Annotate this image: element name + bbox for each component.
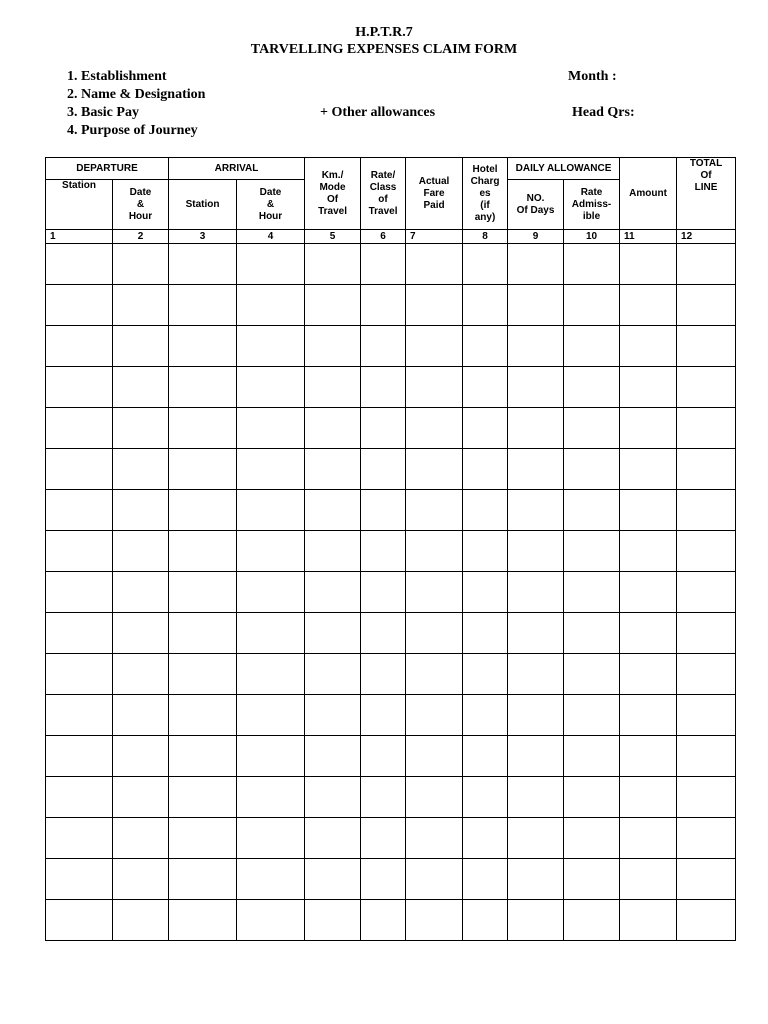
table-cell[interactable] [46, 244, 113, 285]
table-cell[interactable] [113, 900, 169, 941]
table-cell[interactable] [113, 818, 169, 859]
col-arr-station: Station [169, 180, 237, 230]
table-cell[interactable] [463, 531, 508, 572]
table-cell[interactable] [361, 285, 406, 326]
table-cell[interactable] [677, 736, 736, 777]
table-cell[interactable] [169, 244, 237, 285]
table-cell[interactable] [564, 900, 620, 941]
table-cell[interactable] [113, 449, 169, 490]
table-cell[interactable] [564, 285, 620, 326]
table-cell[interactable] [361, 326, 406, 367]
table-cell[interactable] [169, 490, 237, 531]
table-cell[interactable] [305, 490, 361, 531]
table-cell[interactable] [361, 613, 406, 654]
table-cell[interactable] [564, 244, 620, 285]
table-cell[interactable] [620, 736, 677, 777]
table-cell[interactable] [361, 900, 406, 941]
table-cell[interactable] [46, 449, 113, 490]
col-number-5: 5 [305, 230, 361, 244]
col-dep-station: Station [46, 180, 113, 230]
table-row [46, 572, 736, 613]
table-cell[interactable] [305, 244, 361, 285]
col-number-9: 9 [508, 230, 564, 244]
table-cell[interactable] [508, 408, 564, 449]
table-cell[interactable] [620, 367, 677, 408]
group-departure: DEPARTURE [46, 158, 169, 180]
table-cell[interactable] [305, 777, 361, 818]
table-cell[interactable] [169, 900, 237, 941]
table-cell[interactable] [113, 654, 169, 695]
table-cell[interactable] [113, 367, 169, 408]
table-cell[interactable] [305, 736, 361, 777]
col-number-8: 8 [463, 230, 508, 244]
table-cell[interactable] [677, 244, 736, 285]
field-establishment: 1. Establishment [67, 69, 167, 84]
table-cell[interactable] [169, 654, 237, 695]
table-cell[interactable] [406, 859, 463, 900]
col-hotel-charges: Hotel Charg es (if any) [463, 158, 508, 230]
table-cell[interactable] [677, 408, 736, 449]
table-cell[interactable] [237, 367, 305, 408]
table-cell[interactable] [508, 613, 564, 654]
col-km-mode: Km./ Mode Of Travel [305, 158, 361, 230]
table-cell[interactable] [508, 449, 564, 490]
table-cell[interactable] [406, 613, 463, 654]
table-cell[interactable] [620, 285, 677, 326]
table-cell[interactable] [305, 818, 361, 859]
table-cell[interactable] [406, 449, 463, 490]
table-cell[interactable] [463, 818, 508, 859]
table-cell[interactable] [463, 613, 508, 654]
table-cell[interactable] [677, 654, 736, 695]
table-cell[interactable] [677, 818, 736, 859]
table-cell[interactable] [169, 326, 237, 367]
field-purpose: 4. Purpose of Journey [67, 123, 198, 138]
table-row [46, 818, 736, 859]
table-cell[interactable] [508, 367, 564, 408]
table-cell[interactable] [46, 654, 113, 695]
field-name-designation: 2. Name & Designation [67, 87, 206, 102]
table-cell[interactable] [237, 777, 305, 818]
table-cell[interactable] [620, 490, 677, 531]
table-cell[interactable] [113, 572, 169, 613]
col-number-12: 12 [677, 230, 736, 244]
table-cell[interactable] [305, 654, 361, 695]
table-cell[interactable] [361, 490, 406, 531]
table-cell[interactable] [113, 285, 169, 326]
table-cell[interactable] [169, 613, 237, 654]
table-cell[interactable] [463, 408, 508, 449]
table-cell[interactable] [508, 572, 564, 613]
table-cell[interactable] [46, 531, 113, 572]
table-cell[interactable] [564, 408, 620, 449]
table-cell[interactable] [406, 572, 463, 613]
table-cell[interactable] [463, 367, 508, 408]
col-arr-date-hour: Date & Hour [237, 180, 305, 230]
table-cell[interactable] [620, 449, 677, 490]
table-cell[interactable] [361, 408, 406, 449]
table-cell[interactable] [677, 326, 736, 367]
table-cell[interactable] [406, 285, 463, 326]
table-cell[interactable] [677, 859, 736, 900]
col-actual-fare: Actual Fare Paid [406, 158, 463, 230]
table-cell[interactable] [508, 695, 564, 736]
table-cell[interactable] [237, 859, 305, 900]
table-cell[interactable] [237, 613, 305, 654]
table-cell[interactable] [237, 736, 305, 777]
table-cell[interactable] [677, 900, 736, 941]
table-cell[interactable] [113, 695, 169, 736]
table-cell[interactable] [406, 367, 463, 408]
table-cell[interactable] [508, 736, 564, 777]
table-cell[interactable] [46, 859, 113, 900]
table-cell[interactable] [169, 859, 237, 900]
table-cell[interactable] [677, 613, 736, 654]
table-cell[interactable] [46, 900, 113, 941]
table-cell[interactable] [237, 449, 305, 490]
table-cell[interactable] [361, 572, 406, 613]
table-row [46, 408, 736, 449]
table-cell[interactable] [46, 777, 113, 818]
table-cell[interactable] [237, 326, 305, 367]
table-cell[interactable] [305, 572, 361, 613]
table-cell[interactable] [46, 326, 113, 367]
col-number-10: 10 [564, 230, 620, 244]
table-row [46, 367, 736, 408]
table-cell[interactable] [620, 326, 677, 367]
col-number-11: 11 [620, 230, 677, 244]
table-cell[interactable] [564, 777, 620, 818]
table-cell[interactable] [620, 244, 677, 285]
table-cell[interactable] [508, 818, 564, 859]
table-cell[interactable] [463, 572, 508, 613]
form-title: TARVELLING EXPENSES CLAIM FORM [250, 42, 518, 57]
group-daily-allowance: DAILY ALLOWANCE [508, 158, 620, 180]
table-cell[interactable] [46, 695, 113, 736]
table-cell[interactable] [677, 695, 736, 736]
table-cell[interactable] [169, 531, 237, 572]
table-cell[interactable] [361, 244, 406, 285]
table-cell[interactable] [508, 490, 564, 531]
table-cell[interactable] [406, 531, 463, 572]
table-cell[interactable] [508, 531, 564, 572]
table-cell[interactable] [564, 531, 620, 572]
table-cell[interactable] [463, 490, 508, 531]
table-cell[interactable] [564, 572, 620, 613]
table-row [46, 900, 736, 941]
table-cell[interactable] [46, 572, 113, 613]
col-number-7: 7 [406, 230, 463, 244]
table-cell[interactable] [508, 244, 564, 285]
table-cell[interactable] [463, 736, 508, 777]
table-row [46, 531, 736, 572]
col-rate-class: Rate/ Class of Travel [361, 158, 406, 230]
table-cell[interactable] [169, 736, 237, 777]
table-row [46, 777, 736, 818]
table-cell[interactable] [305, 695, 361, 736]
form-code: H.P.T.R.7 [355, 25, 413, 40]
table-cell[interactable] [169, 695, 237, 736]
table-cell[interactable] [463, 244, 508, 285]
table-cell[interactable] [508, 900, 564, 941]
table-cell[interactable] [564, 859, 620, 900]
col-number-1: 1 [46, 230, 113, 244]
table-row [46, 859, 736, 900]
table-cell[interactable] [620, 818, 677, 859]
col-number-3: 3 [169, 230, 237, 244]
table-cell[interactable] [169, 408, 237, 449]
table-cell[interactable] [564, 367, 620, 408]
table-cell[interactable] [305, 367, 361, 408]
table-cell[interactable] [564, 490, 620, 531]
table-cell[interactable] [113, 490, 169, 531]
table-cell[interactable] [361, 736, 406, 777]
table-cell[interactable] [113, 777, 169, 818]
col-number-4: 4 [237, 230, 305, 244]
table-row [46, 326, 736, 367]
table-cell[interactable] [169, 449, 237, 490]
table-cell[interactable] [677, 572, 736, 613]
table-cell[interactable] [620, 859, 677, 900]
table-cell[interactable] [237, 490, 305, 531]
claim-table [45, 157, 736, 941]
table-cell[interactable] [113, 531, 169, 572]
table-cell[interactable] [305, 285, 361, 326]
table-cell[interactable] [237, 572, 305, 613]
table-cell[interactable] [169, 367, 237, 408]
table-cell[interactable] [620, 654, 677, 695]
table-cell[interactable] [620, 531, 677, 572]
table-cell[interactable] [113, 859, 169, 900]
table-cell[interactable] [361, 531, 406, 572]
table-cell[interactable] [46, 285, 113, 326]
table-cell[interactable] [677, 531, 736, 572]
table-cell[interactable] [169, 285, 237, 326]
table-cell[interactable] [46, 613, 113, 654]
table-cell[interactable] [564, 818, 620, 859]
table-row [46, 654, 736, 695]
table-cell[interactable] [406, 490, 463, 531]
table-cell[interactable] [406, 326, 463, 367]
table-cell[interactable] [677, 490, 736, 531]
table-body [46, 244, 736, 941]
table-cell[interactable] [406, 818, 463, 859]
table-cell[interactable] [620, 695, 677, 736]
table-cell[interactable] [237, 531, 305, 572]
table-cell[interactable] [361, 695, 406, 736]
table-cell[interactable] [46, 490, 113, 531]
table-cell[interactable] [406, 736, 463, 777]
table-cell[interactable] [237, 244, 305, 285]
table-cell[interactable] [113, 736, 169, 777]
table-cell[interactable] [508, 859, 564, 900]
table-cell[interactable] [237, 408, 305, 449]
table-cell[interactable] [305, 859, 361, 900]
table-cell[interactable] [113, 408, 169, 449]
table-cell[interactable] [46, 818, 113, 859]
table-row [46, 736, 736, 777]
table-cell[interactable] [564, 695, 620, 736]
field-basic-pay: 3. Basic Pay [67, 105, 139, 120]
table-cell[interactable] [564, 326, 620, 367]
table-cell[interactable] [620, 613, 677, 654]
table-cell[interactable] [463, 695, 508, 736]
col-total-line: TOTAL Of LINE [677, 158, 736, 230]
table-cell[interactable] [237, 654, 305, 695]
table-cell[interactable] [463, 654, 508, 695]
table-cell[interactable] [46, 736, 113, 777]
table-cell[interactable] [620, 572, 677, 613]
table-row [46, 490, 736, 531]
table-cell[interactable] [463, 326, 508, 367]
table-cell[interactable] [620, 900, 677, 941]
table-cell[interactable] [305, 900, 361, 941]
table-cell[interactable] [237, 695, 305, 736]
table-cell[interactable] [169, 777, 237, 818]
table-cell[interactable] [361, 654, 406, 695]
table-cell[interactable] [361, 818, 406, 859]
table-cell[interactable] [508, 326, 564, 367]
group-arrival: ARRIVAL [169, 158, 305, 180]
table-cell[interactable] [620, 408, 677, 449]
table-cell[interactable] [361, 777, 406, 818]
table-row [46, 244, 736, 285]
table-cell[interactable] [406, 244, 463, 285]
col-number-2: 2 [113, 230, 169, 244]
table-cell[interactable] [46, 408, 113, 449]
table-cell[interactable] [406, 900, 463, 941]
col-dep-date-hour: Date & Hour [113, 180, 169, 230]
table-cell[interactable] [620, 777, 677, 818]
table-cell[interactable] [361, 449, 406, 490]
col-da-days: NO. Of Days [508, 180, 564, 230]
table-cell[interactable] [237, 900, 305, 941]
table-cell[interactable] [113, 326, 169, 367]
table-row [46, 695, 736, 736]
table-cell[interactable] [361, 859, 406, 900]
table-cell[interactable] [463, 285, 508, 326]
table-cell[interactable] [564, 654, 620, 695]
table-cell[interactable] [677, 367, 736, 408]
table-cell[interactable] [113, 244, 169, 285]
table-cell[interactable] [406, 408, 463, 449]
table-cell[interactable] [508, 777, 564, 818]
table-cell[interactable] [508, 285, 564, 326]
table-cell[interactable] [406, 695, 463, 736]
table-cell[interactable] [237, 818, 305, 859]
table-cell[interactable] [361, 367, 406, 408]
table-cell[interactable] [305, 326, 361, 367]
table-cell[interactable] [169, 572, 237, 613]
col-da-rate: Rate Admiss- ible [564, 180, 620, 230]
col-number-6: 6 [361, 230, 406, 244]
table-cell[interactable] [305, 408, 361, 449]
table-row [46, 613, 736, 654]
table-cell[interactable] [406, 777, 463, 818]
table-cell[interactable] [305, 613, 361, 654]
table-cell[interactable] [305, 531, 361, 572]
table-cell[interactable] [406, 654, 463, 695]
table-cell[interactable] [677, 777, 736, 818]
table-row [46, 285, 736, 326]
table-cell[interactable] [463, 777, 508, 818]
table-cell[interactable] [564, 449, 620, 490]
table-cell[interactable] [237, 285, 305, 326]
table-cell[interactable] [564, 736, 620, 777]
table-cell[interactable] [463, 449, 508, 490]
field-other-allowances: + Other allowances [320, 105, 436, 120]
table-cell[interactable] [564, 613, 620, 654]
table-cell[interactable] [463, 859, 508, 900]
field-month: Month : [568, 69, 617, 84]
table-cell[interactable] [677, 285, 736, 326]
table-cell[interactable] [169, 818, 237, 859]
table-cell[interactable] [463, 900, 508, 941]
col-amount: Amount [620, 158, 677, 230]
table-row [46, 449, 736, 490]
table-cell[interactable] [46, 367, 113, 408]
table-cell[interactable] [113, 613, 169, 654]
table-cell[interactable] [508, 654, 564, 695]
table-cell[interactable] [305, 449, 361, 490]
field-head-qrs: Head Qrs: [572, 105, 635, 120]
table-cell[interactable] [677, 449, 736, 490]
